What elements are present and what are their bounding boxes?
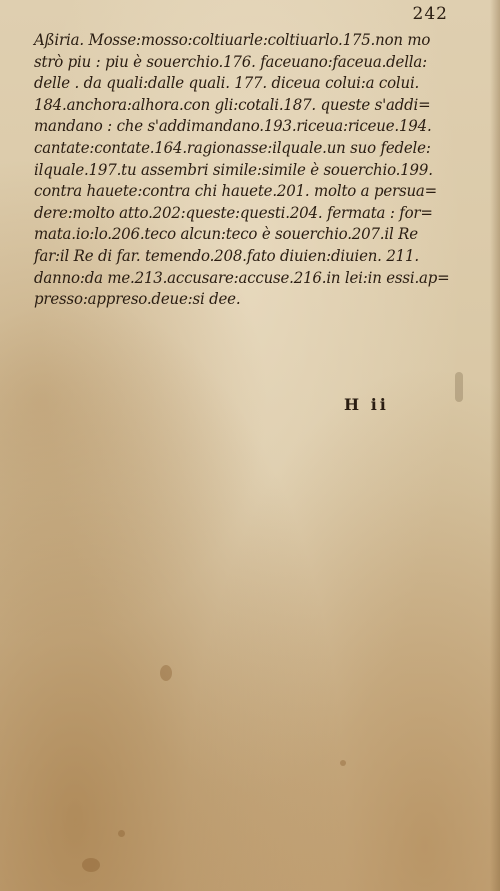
text-line: cantate:contate.164.ragionasse:ilquale.un suo fedele: [34, 138, 431, 157]
page-number: 242 [412, 4, 448, 24]
page-edge-shadow [490, 0, 500, 891]
text-line: far:il Re di far. temendo.208.fato diuien:diuien. 211. [34, 246, 419, 265]
text-line: danno:da me.213.accusare:accuse.216.in lei:in essi.ap= [34, 268, 450, 287]
text-line: dere:molto atto.202:queste:questi.204. fermata : for= [34, 203, 433, 222]
text-line: presso:appreso.deue:si dee. [34, 290, 241, 309]
stain-spot [160, 665, 172, 681]
signature-mark: H ii [344, 395, 389, 414]
stain-spot [118, 830, 125, 837]
text-line: delle . da quali:dalle quali. 177. diceua colui:a colui. [34, 74, 420, 93]
text-line: Aßiria. Mosse:mosso:coltiuarle:coltiuarlo.175.non mo [34, 31, 431, 49]
stain-spot [82, 858, 100, 872]
text-line: 184.anchora:alhora.con gli:cotali.187. queste s'addi= [34, 95, 431, 114]
stain-spot [455, 372, 463, 402]
text-line: mandano : che s'addimandano.193.riceua:riceue.194. [34, 117, 432, 136]
errata-text [34, 30, 456, 311]
text-line: ilquale.197.tu assembri simile:simile è souerchio.199. [34, 160, 433, 179]
text-line: contra hauete:contra chi hauete.201. molto a persua= [34, 182, 438, 201]
text-line: strò piu : piu è souerchio.176. faceuano:faceua.della: [34, 52, 427, 71]
text-line: mata.io:lo.206.teco alcun:teco è souerchio.207.il Re [34, 225, 418, 244]
stain-spot [340, 760, 346, 766]
